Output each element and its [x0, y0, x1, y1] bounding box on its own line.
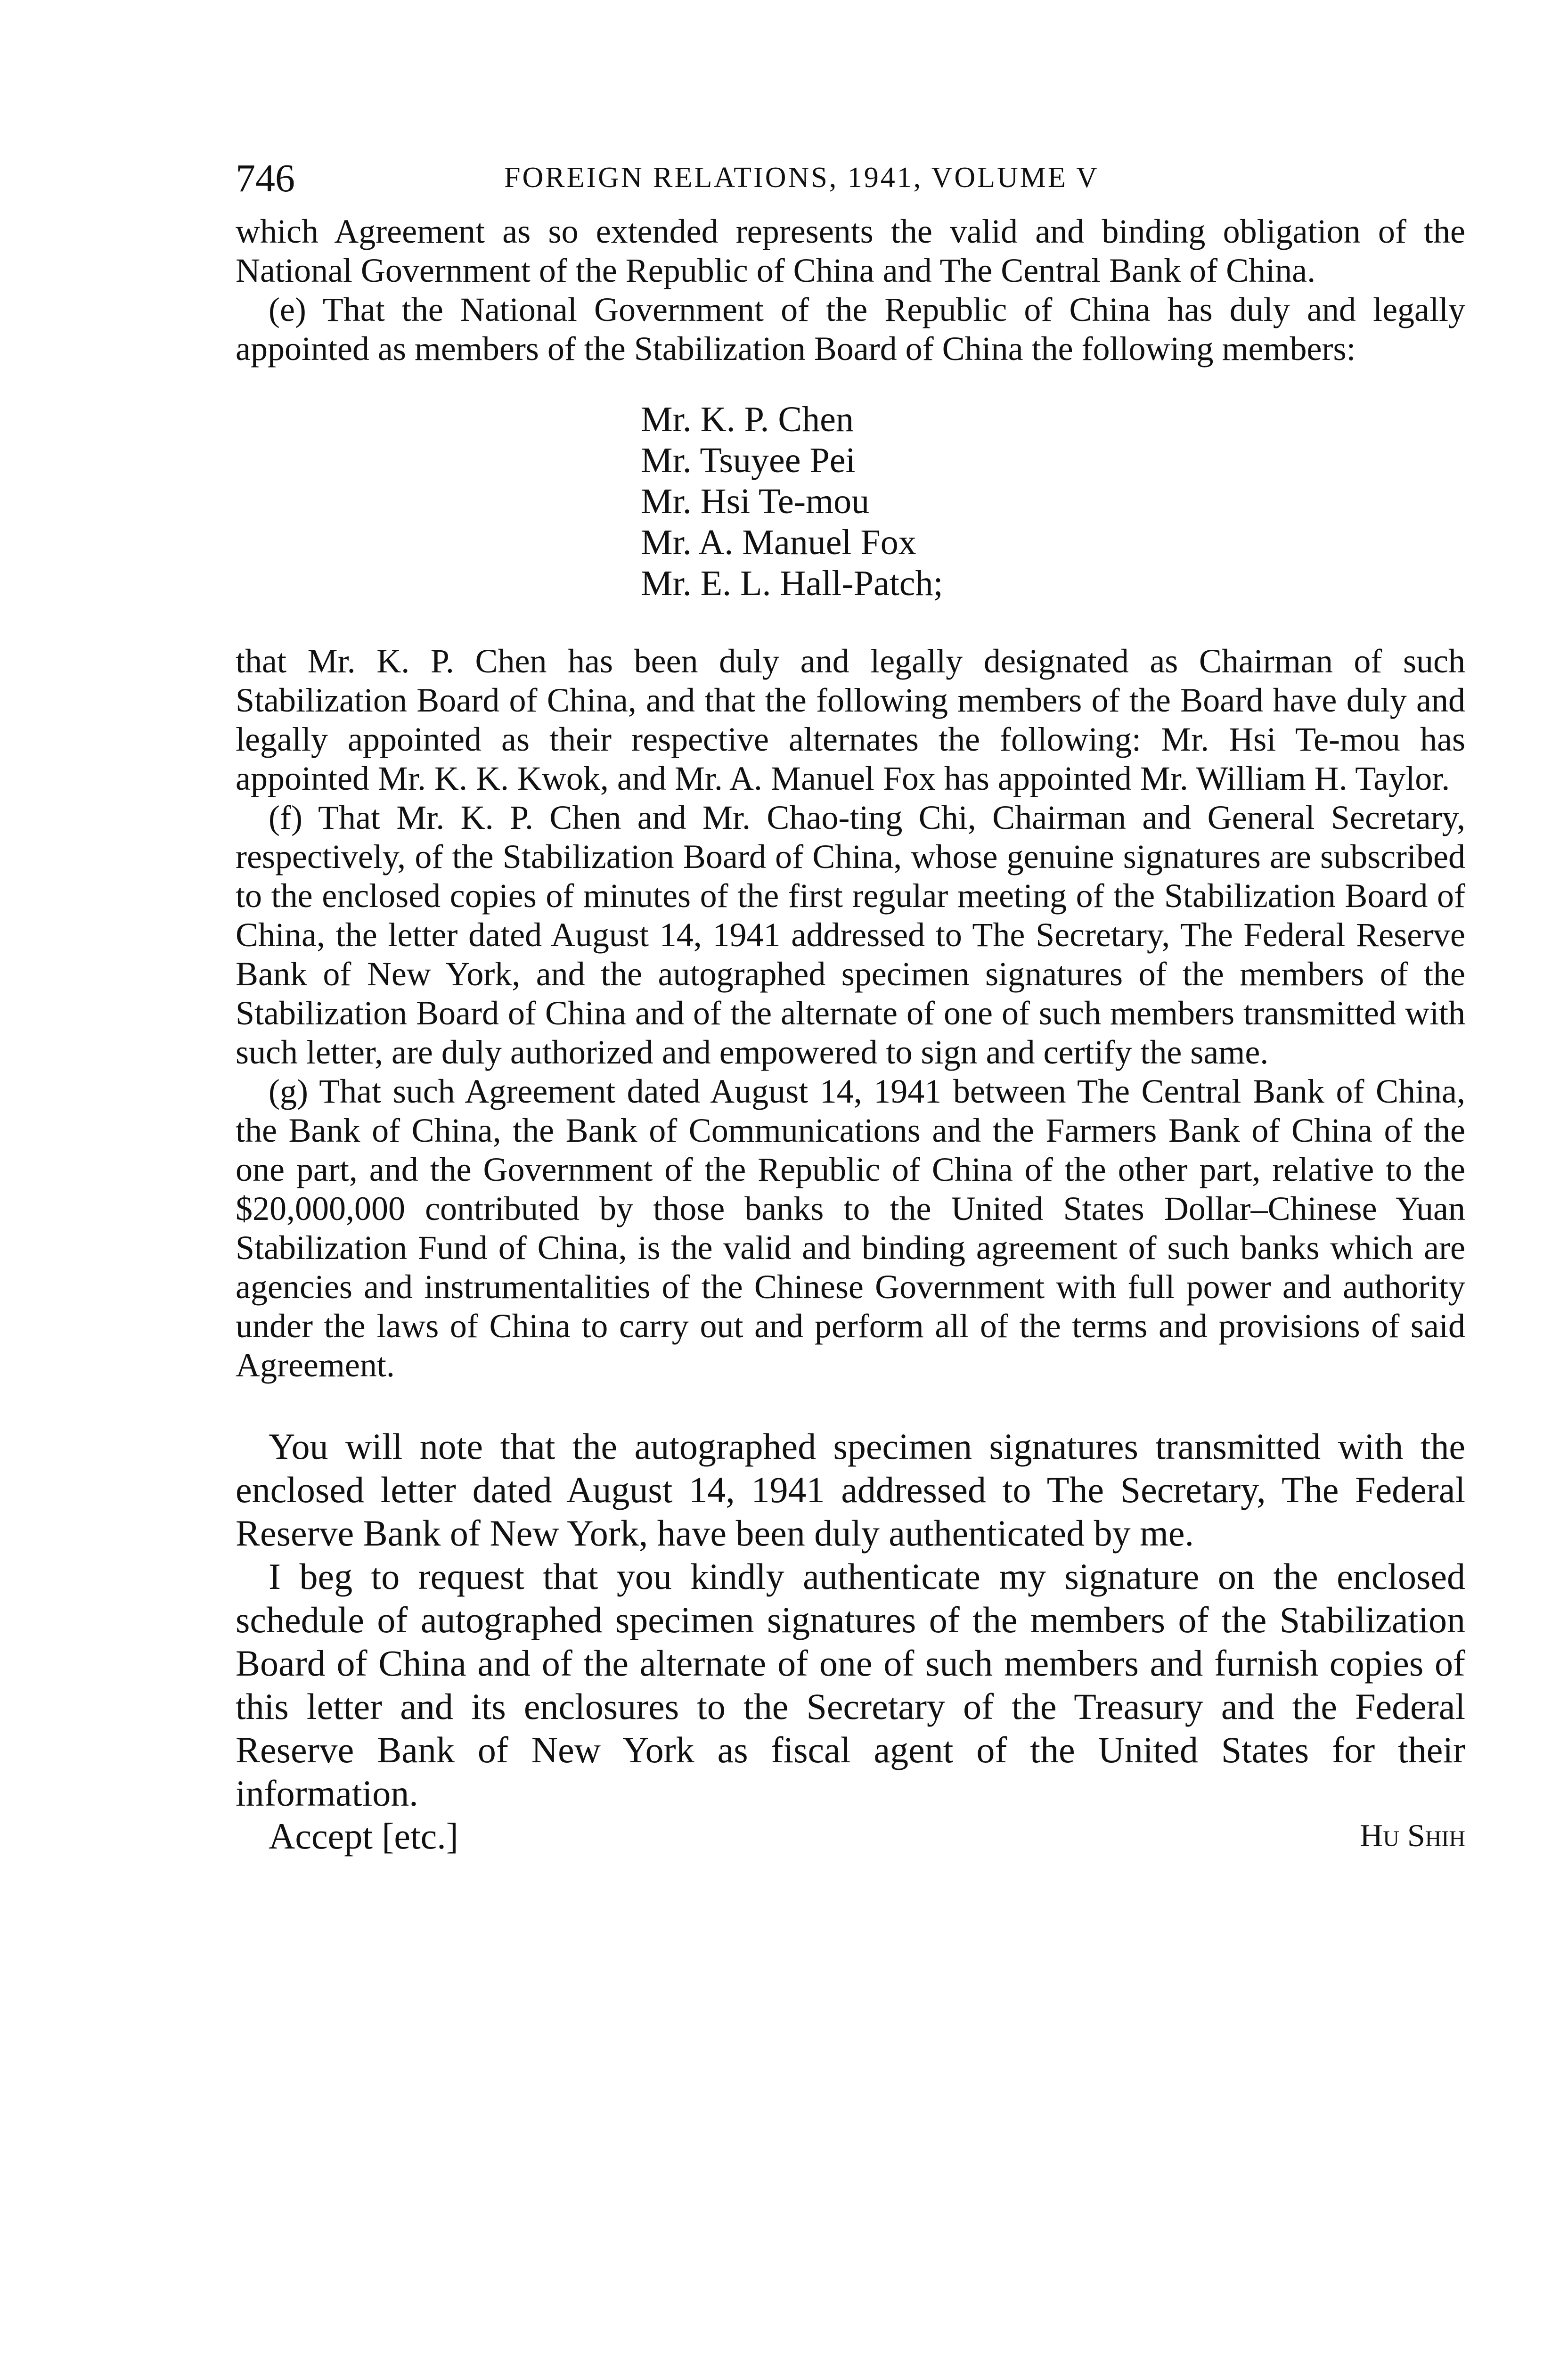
running-head: FOREIGN RELATIONS, 1941, VOLUME V: [504, 162, 1099, 194]
document-page: [236, 155, 1465, 1862]
member-list-item: Mr. Hsi Te-mou: [641, 482, 870, 521]
paragraph-authentication-note: You will note that the autographed specimen signatures transmitted with the enclosed letter dated August 14, 1941 addressed to The Secretary, The Federal Reserve Bank of New York, have been duly authenticated by me.: [236, 1426, 1465, 1554]
document-body-top: [236, 212, 1465, 1385]
member-list-item: Mr. E. L. Hall-Patch;: [641, 564, 943, 603]
page-number: 746: [236, 156, 295, 200]
paragraph-continuation: which Agreement as so extended represents the valid and binding obligation of the National Government of the Republic of China and The Central Bank of China.: [236, 213, 1465, 289]
member-list-item: Mr. K. P. Chen: [641, 400, 854, 439]
closing-line: [269, 1815, 1465, 1862]
paragraph-chairman: that Mr. K. P. Chen has been duly and legally designated as Chairman of such Stabilization Board of China, and that the following members of the Board have duly and legally appointed as their respective alternates the following: Mr. Hsi Te-mou has appointed Mr. K. K. Kwok, and Mr. A. Manuel Fox has appointed Mr. William H. Taylor.: [236, 642, 1465, 797]
paragraph-request: I beg to request that you kindly authenticate my signature on the enclosed schedule of autographed specimen signatures of the members of the Stabilization Board of China and of the alternate of one of such members and furnish copies of this letter and its enclosures to the Secretary of the Treasury and the Federal Reserve Bank of New York as fiscal agent of the United States for their information.: [236, 1556, 1465, 1814]
signature: Hu Shih: [1360, 1817, 1465, 1853]
member-list-item: Mr. Tsuyee Pei: [641, 441, 856, 480]
member-list: [641, 399, 1465, 604]
page-header: [236, 155, 1465, 212]
document-body-bottom: [236, 1425, 1465, 1815]
paragraph-f: (f) That Mr. K. P. Chen and Mr. Chao-ting Chi, Chairman and General Secretary, respectively, of the Stabilization Board of China, whose genuine signatures are subscribed to the enclosed copies of minutes of the first regular meeting of the Stabilization Board of China, the letter dated August 14, 1941 addressed to The Secretary, The Federal Reserve Bank of New York, and the autographed specimen signatures of the members of the Stabilization Board of China and of the alternate of one of such members transmitted with such letter, are duly authorized and empowered to sign and certify the same.: [236, 799, 1465, 1071]
paragraph-g: (g) That such Agreement dated August 14, 1941 between The Central Bank of China, the Bank of China, the Bank of Communications and the Farmers Bank of China of the one part, and the Government of the Republic of China of the other part, relative to the $20,000,000 contributed by those banks to the United States Dollar–Chinese Yuan Stabilization Fund of China, is the valid and binding agreement of such banks which are agencies and instrumentalities of the Chinese Government with full power and authority under the laws of China to carry out and perform all of the terms and provisions of said Agreement.: [236, 1072, 1465, 1384]
closing-text: Accept [etc.]: [269, 1816, 458, 1857]
paragraph-e: (e) That the National Government of the Republic of China has duly and legally appointed as members of the Stabilization Board of China the following members:: [236, 291, 1465, 368]
member-list-item: Mr. A. Manuel Fox: [641, 523, 916, 562]
